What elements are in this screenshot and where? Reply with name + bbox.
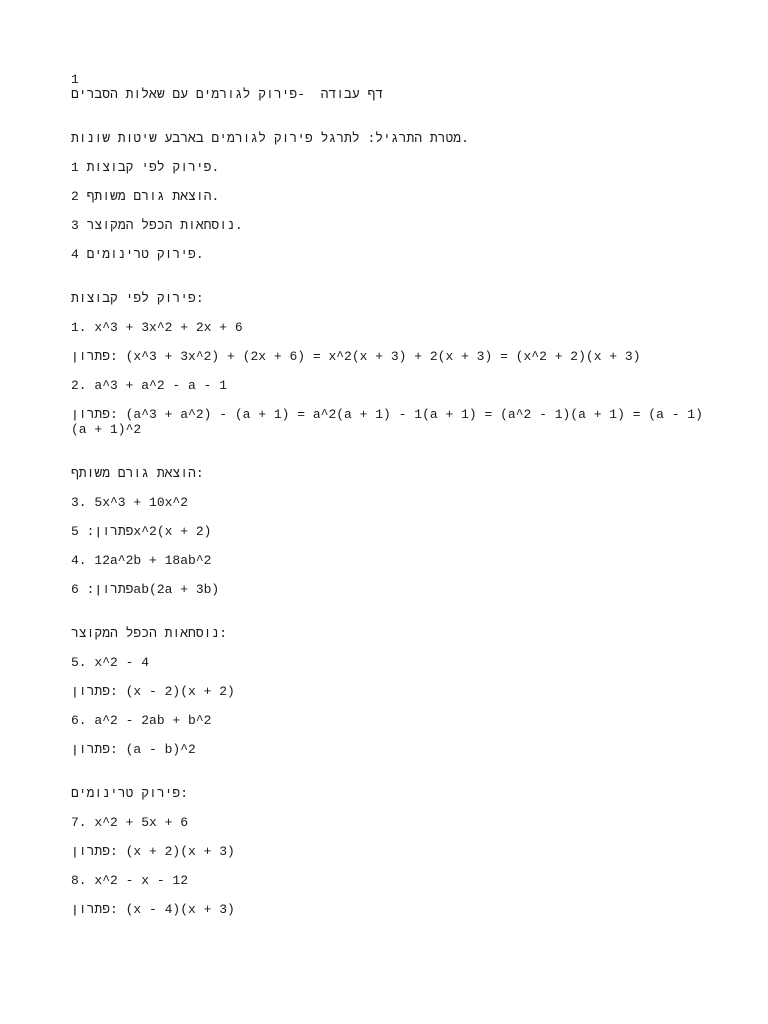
- method-item: 1 פירוק לפי קבוצות.: [71, 160, 220, 175]
- exercise-answer: פתרון: (a^3 + a^2) - (a + 1) = a^2(a + 1) - 1(a + 1) = (a^2 - 1)(a + 1) = (a - 1)(a + 1)^2: [71, 407, 703, 437]
- exercise-answer: פתרון: (a - b)^2: [71, 742, 196, 757]
- exercise-question: 5. x^2 - 4: [71, 655, 150, 670]
- method-item: 2 הוצאת גורם משותף.: [71, 189, 220, 204]
- method-item: 3 נוסחאות הכפל המקוצר.: [71, 218, 243, 233]
- section-heading: נוסחאות הכפל המקוצר:: [71, 626, 228, 641]
- method-item: 4 פירוק טרינומים.: [71, 247, 204, 262]
- exercise-answer: פתרון: 6ab(2a + 3b): [71, 582, 220, 597]
- exercise-answer: פתרון: (x - 4)(x + 3): [71, 902, 235, 917]
- exercise-answer: פתרון: (x^3 + 3x^2) + (2x + 6) = x^2(x + 3) + 2(x + 3) = (x^2 + 2)(x + 3): [71, 349, 641, 364]
- exercise-question: 8. x^2 - x - 12: [71, 873, 189, 888]
- exercise-question: 4. 12a^2b + 18ab^2: [71, 553, 212, 568]
- exercise-answer: פתרון: (x - 2)(x + 2): [71, 684, 235, 699]
- exercise-question: 7. x^2 + 5x + 6: [71, 815, 189, 830]
- exercise-question: 2. a^3 + a^2 - a - 1: [71, 378, 228, 393]
- intro-text: מטרת התרגיל: לתרגל פירוק לגורמים בארבע שיטות שונות.: [71, 131, 469, 146]
- exercise-question: 1. x^3 + 3x^2 + 2x + 6: [71, 320, 243, 335]
- section-heading: פירוק לפי קבוצות:: [71, 291, 204, 306]
- section-heading: הוצאת גורם משותף:: [71, 466, 204, 481]
- section-heading: פירוק טרינומים:: [71, 786, 189, 801]
- exercise-question: 3. 5x^3 + 10x^2: [71, 495, 189, 510]
- exercise-answer: פתרון: (x + 2)(x + 3): [71, 844, 235, 859]
- exercise-question: 6. a^2 - 2ab + b^2: [71, 713, 212, 728]
- exercise-answer: פתרון: 5x^2(x + 2): [71, 524, 212, 539]
- document-page: [71, 72, 711, 917]
- page-number: 1: [71, 72, 79, 87]
- page-title: דף עבודה -פירוק לגורמים עם שאלות הסברים: [71, 87, 384, 102]
